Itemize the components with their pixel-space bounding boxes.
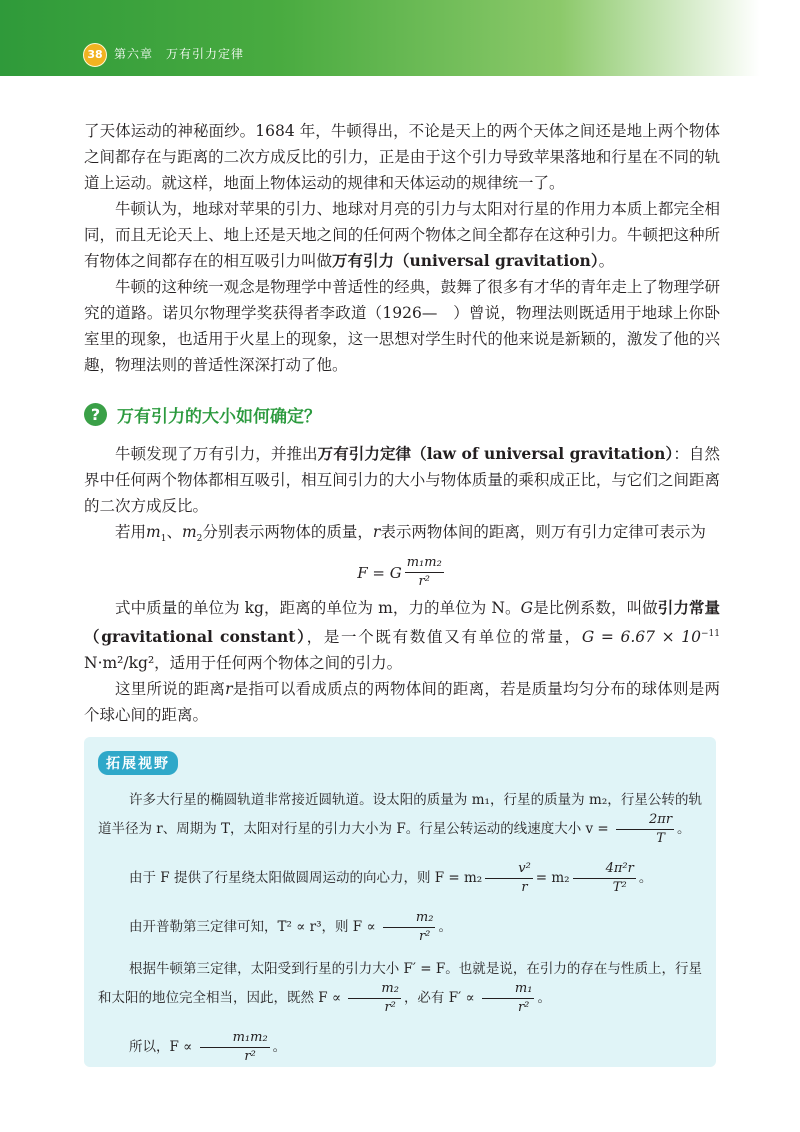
box-line-3: 由开普勒第三定律可知，T² ∝ r³，则 F ∝ $\frac{\text{m₂}}{\text{r²}}$ 。	[129, 910, 452, 944]
extended-view-badge: 拓展视野	[98, 751, 178, 775]
paragraph-7: 这里所说的距离r是指可以看成质点的两物体间的距离，若是质量均匀分布的球体则是两个球心间的距离。	[84, 680, 720, 725]
term-law-of-gravitation: 万有引力定律（law of universal gravitation）	[317, 444, 674, 463]
box-line-5: 所以，F ∝ $\frac{\text{m₁m₂}}{\text{r²}}$ 。	[129, 1030, 287, 1064]
section-heading	[84, 402, 720, 427]
paragraph-3: 牛顿的这种统一观念是物理学中普适性的经典，鼓舞了很多有才华的青年走上了物理学研究的道路。诺贝尔物理学奖获得者李政道（1926— ）曾说，物理法则既适用于地球上你卧室里的现象，也适用于火星上的现象，这一思想对学生时代的他来说是新颖的，激发了他的兴趣，物理法则的普适性深深打动了他。	[84, 278, 720, 374]
extended-view-body	[98, 789, 702, 1066]
main-content	[84, 118, 720, 728]
extended-view-box	[84, 737, 716, 1067]
box-line-1: 许多大行星的椭圆轨道非常接近圆轨道。设太阳的质量为 m₁，行星的质量为 m₂，行星公转的轨道半径为 r、周期为 T，太阳对行星的引力大小为 F。行星公转运动的线速度大小 v = $\frac{2\pi r}{T}$ 。	[98, 792, 702, 846]
section-title: 万有引力的大小如何确定？	[117, 407, 321, 427]
box-line-2: 由于 F 提供了行星绕太阳做圆周运动的向心力，则 F = m₂ $\frac{\text{v²}}{r}$ = m₂ $\frac{\text{4π²r}}{\text{T²}}$ 。	[129, 861, 653, 895]
page-number: 38	[83, 43, 107, 67]
chapter-title: 第六章 万有引力定律	[114, 47, 245, 61]
page-header	[0, 0, 800, 76]
paragraph-5: 若用$m_1$、$m_2$分别表示两物体的质量，r表示两物体间的距离，则万有引力定律可表示为	[115, 523, 706, 545]
paragraph-6: 式中质量的单位为 kg，距离的单位为 m，力的单位为 N。G是比例系数，叫做引力常量（gravitational constant），是一个既有数值又有单位的常量，$G = 6.67 \times 10^{-11}$ N·m²/kg²，适用于任何两个物体之间的引力。	[84, 598, 720, 673]
paragraph-2: 牛顿认为，地球对苹果的引力、地球对月亮的引力与太阳对行星的作用力本质上都完全相同，而且无论天上、地上还是天地之间的任何两个物体之间全都存在这种引力。牛顿把这种所有物体之间都存在的相互吸引力叫做万有引力（universal gravitation）。	[84, 200, 720, 270]
question-icon: ?	[84, 403, 107, 426]
term-gravitational-constant: 引力常量（gravitational constant）	[84, 598, 720, 647]
box-line-4: 根据牛顿第三定律，太阳受到行星的引力大小 F′ = F。也就是说，在引力的存在与性质上，行星和太阳的地位完全相当，因此，既然 F ∝ $\frac{\text{m₂}}{\text{r²}}$ ，必有 F′ ∝ $\frac{\text{m₁}}{\text{r²}}$ 。	[98, 961, 702, 1015]
paragraph-4: 牛顿发现了万有引力，并推出万有引力定律（law of universal gravitation）：自然界中任何两个物体都相互吸引，相互间引力的大小与物体质量的乘积成正比，与它们之间距离的二次方成反比。	[84, 444, 720, 515]
paragraph-1: 了天体运动的神秘面纱。1684 年，牛顿得出，不论是天上的两个天体之间还是地上两个物体之间都存在与距离的二次方成反比的引力，正是由于这个引力导致苹果落地和行星在不同的轨道上运动。就这样，地面上物体运动的规律和天体运动的规律统一了。	[84, 122, 720, 192]
term-universal-gravitation: 万有引力（universal gravitation）	[332, 251, 599, 270]
gravitation-formula: F = G $\frac{\text{m₁m₂}}{\text{r²}}$	[357, 555, 442, 590]
